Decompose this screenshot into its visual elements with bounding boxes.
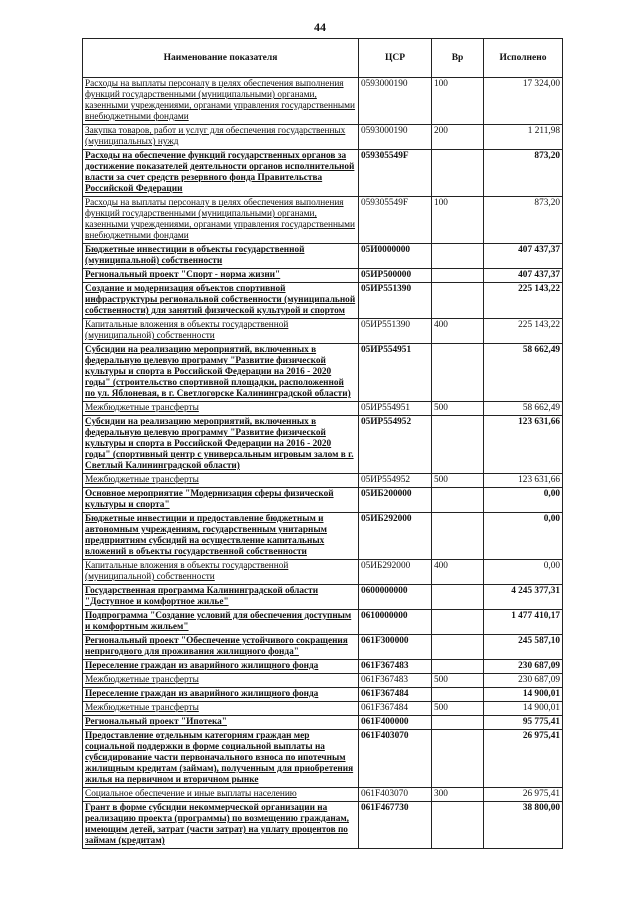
row-vr xyxy=(432,244,484,269)
row-csr: 05ИР554951 xyxy=(359,344,432,402)
row-name: Региональный проект "Спорт - норма жизни" xyxy=(83,269,359,283)
row-sum: 873,20 xyxy=(484,150,563,197)
budget-table xyxy=(82,38,563,849)
row-sum: 14 900,01 xyxy=(484,688,563,702)
row-csr: 061F367484 xyxy=(359,688,432,702)
row-sum: 407 437,37 xyxy=(484,269,563,283)
row-name: Расходы на выплаты персоналу в целях обеспечения выполнения функций государственными (муниципальными) органами, казенными учреждениями, органами управления государственными внебюджетными фондами xyxy=(83,197,359,244)
table-row xyxy=(83,474,563,488)
row-vr xyxy=(432,269,484,283)
header-sum: Исполнено xyxy=(484,39,563,78)
row-csr: 061F367483 xyxy=(359,660,432,674)
row-vr: 500 xyxy=(432,674,484,688)
row-vr xyxy=(432,283,484,319)
row-vr: 300 xyxy=(432,788,484,802)
row-name: Субсидии на реализацию мероприятий, включенных в федеральную целевую программу "Развитие физической культуры и спорта в Российской Федерации на 2016 - 2020 годы" (спортивный центр с универсальным игровым залом в г. Светлый Калининградской области) xyxy=(83,416,359,474)
row-csr: 061F367483 xyxy=(359,674,432,688)
row-sum: 1 477 410,17 xyxy=(484,610,563,635)
row-vr: 400 xyxy=(432,319,484,344)
table-row xyxy=(83,635,563,660)
row-name: Грант в форме субсидии некоммерческой организации на реализацию проекта (программы) по возмещению гражданам, имеющим детей, затрат (части затрат) на уплату процентов по займам (кредитам) xyxy=(83,802,359,849)
row-csr: 059305549F xyxy=(359,150,432,197)
row-vr xyxy=(432,513,484,560)
row-csr: 05ИБ200000 xyxy=(359,488,432,513)
table-row xyxy=(83,244,563,269)
table-row xyxy=(83,269,563,283)
table-row xyxy=(83,319,563,344)
row-sum: 26 975,41 xyxy=(484,788,563,802)
row-vr: 100 xyxy=(432,78,484,125)
table-row xyxy=(83,513,563,560)
row-vr: 100 xyxy=(432,197,484,244)
table-row xyxy=(83,730,563,788)
row-name: Государственная программа Калининградской области "Доступное и комфортное жилье" xyxy=(83,585,359,610)
row-csr: 061F367484 xyxy=(359,702,432,716)
row-name: Расходы на выплаты персоналу в целях обеспечения выполнения функций государственными (муниципальными) органами, казенными учреждениями, органами управления государственными внебюджетными фондами xyxy=(83,78,359,125)
table-row xyxy=(83,125,563,150)
header-name: Наименование показателя xyxy=(83,39,359,78)
table-row xyxy=(83,488,563,513)
row-csr: 059305549F xyxy=(359,197,432,244)
row-name: Подпрограмма "Создание условий для обеспечения доступным и комфортным жильем" xyxy=(83,610,359,635)
row-vr: 400 xyxy=(432,560,484,585)
row-csr: 05И0000000 xyxy=(359,244,432,269)
row-vr xyxy=(432,150,484,197)
row-csr: 05ИР551390 xyxy=(359,319,432,344)
row-name: Капитальные вложения в объекты государственной (муниципальной) собственности xyxy=(83,560,359,585)
row-sum: 123 631,66 xyxy=(484,474,563,488)
row-name: Предоставление отдельным категориям граждан мер социальной поддержки в форме социальной выплаты на субсидирование части первоначального взноса по ипотечным жилищным кредитам (займам), полученным для приобретения жилья на первичном и вторичном рынке xyxy=(83,730,359,788)
table-row xyxy=(83,802,563,849)
header-vr: Вр xyxy=(432,39,484,78)
row-name: Межбюджетные трансферты xyxy=(83,474,359,488)
row-vr: 500 xyxy=(432,402,484,416)
row-sum: 245 587,10 xyxy=(484,635,563,660)
row-sum: 0,00 xyxy=(484,560,563,585)
row-csr: 061F300000 xyxy=(359,635,432,660)
row-name: Межбюджетные трансферты xyxy=(83,702,359,716)
table-row xyxy=(83,150,563,197)
table-row xyxy=(83,344,563,402)
row-csr: 05ИР500000 xyxy=(359,269,432,283)
row-name: Бюджетные инвестиции в объекты государственной (муниципальной) собственности xyxy=(83,244,359,269)
row-vr: 200 xyxy=(432,125,484,150)
row-name: Основное мероприятие "Модернизация сферы физической культуры и спорта" xyxy=(83,488,359,513)
row-sum: 230 687,09 xyxy=(484,660,563,674)
table-row xyxy=(83,416,563,474)
row-name: Создание и модернизация объектов спортивной инфраструктуры региональной собственности (муниципальной собственности) для занятий физической культурой и спортом xyxy=(83,283,359,319)
row-csr: 061F400000 xyxy=(359,716,432,730)
row-name: Межбюджетные трансферты xyxy=(83,674,359,688)
row-sum: 58 662,49 xyxy=(484,344,563,402)
row-csr: 05ИБ292000 xyxy=(359,513,432,560)
row-sum: 0,00 xyxy=(484,488,563,513)
row-csr: 061F403070 xyxy=(359,788,432,802)
row-sum: 58 662,49 xyxy=(484,402,563,416)
row-sum: 14 900,01 xyxy=(484,702,563,716)
row-sum: 123 631,66 xyxy=(484,416,563,474)
row-vr: 500 xyxy=(432,474,484,488)
table-row xyxy=(83,197,563,244)
row-csr: 05ИБ292000 xyxy=(359,560,432,585)
row-sum: 95 775,41 xyxy=(484,716,563,730)
row-vr xyxy=(432,802,484,849)
row-sum: 873,20 xyxy=(484,197,563,244)
table-row xyxy=(83,674,563,688)
row-name: Бюджетные инвестиции и предоставление бюджетным и автономным учреждениям, государственным унитарным предприятиям субсидий на осуществление капитальных вложений в объекты государственной собственности xyxy=(83,513,359,560)
row-vr xyxy=(432,416,484,474)
table-row xyxy=(83,78,563,125)
header-csr: ЦСР xyxy=(359,39,432,78)
row-name: Региональный проект "Обеспечение устойчивого сокращения непригодного для проживания жилищного фонда" xyxy=(83,635,359,660)
row-vr xyxy=(432,660,484,674)
row-vr xyxy=(432,716,484,730)
row-sum: 1 211,98 xyxy=(484,125,563,150)
row-name: Субсидии на реализацию мероприятий, включенных в федеральную целевую программу "Развитие физической культуры и спорта в Российской Федерации на 2016 - 2020 годы" (строительство спортивной площадки, расположенной по ул. Яблоневая, в г. Светлогорске Калининградской области) xyxy=(83,344,359,402)
row-csr: 05ИР554951 xyxy=(359,402,432,416)
row-name: Межбюджетные трансферты xyxy=(83,402,359,416)
table-row xyxy=(83,688,563,702)
row-name: Закупка товаров, работ и услуг для обеспечения государственных (муниципальных) нужд xyxy=(83,125,359,150)
table-row xyxy=(83,788,563,802)
row-name: Переселение граждан из аварийного жилищного фонда xyxy=(83,688,359,702)
row-name: Расходы на обеспечение функций государственных органов за достижение показателей деятельности органов исполнительной власти за счет средств резервного фонда Правительства Российской Федерации xyxy=(83,150,359,197)
row-vr xyxy=(432,635,484,660)
table-header-row xyxy=(83,39,563,78)
row-vr xyxy=(432,585,484,610)
row-sum: 17 324,00 xyxy=(484,78,563,125)
row-vr xyxy=(432,688,484,702)
row-csr: 05ИР554952 xyxy=(359,474,432,488)
table-row xyxy=(83,402,563,416)
table-row xyxy=(83,560,563,585)
row-csr: 0610000000 xyxy=(359,610,432,635)
row-csr: 05ИР554952 xyxy=(359,416,432,474)
row-name: Переселение граждан из аварийного жилищного фонда xyxy=(83,660,359,674)
row-vr xyxy=(432,610,484,635)
table-row xyxy=(83,585,563,610)
row-sum: 230 687,09 xyxy=(484,674,563,688)
row-name: Капитальные вложения в объекты государственной (муниципальной) собственности xyxy=(83,319,359,344)
row-vr xyxy=(432,488,484,513)
row-sum: 225 143,22 xyxy=(484,283,563,319)
row-csr: 05ИР551390 xyxy=(359,283,432,319)
table-body xyxy=(83,78,563,849)
row-sum: 407 437,37 xyxy=(484,244,563,269)
row-csr: 0593000190 xyxy=(359,78,432,125)
page-number: 44 xyxy=(314,20,326,34)
table-row xyxy=(83,702,563,716)
row-name: Социальное обеспечение и иные выплаты населению xyxy=(83,788,359,802)
row-csr: 0600000000 xyxy=(359,585,432,610)
row-csr: 0593000190 xyxy=(359,125,432,150)
table-row xyxy=(83,283,563,319)
row-sum: 225 143,22 xyxy=(484,319,563,344)
row-name: Региональный проект "Ипотека" xyxy=(83,716,359,730)
row-sum: 0,00 xyxy=(484,513,563,560)
table-row xyxy=(83,716,563,730)
row-csr: 061F467730 xyxy=(359,802,432,849)
row-sum: 4 245 377,31 xyxy=(484,585,563,610)
row-csr: 061F403070 xyxy=(359,730,432,788)
row-vr xyxy=(432,730,484,788)
table-row xyxy=(83,610,563,635)
row-sum: 38 800,00 xyxy=(484,802,563,849)
row-vr xyxy=(432,344,484,402)
row-vr: 500 xyxy=(432,702,484,716)
table-row xyxy=(83,660,563,674)
row-sum: 26 975,41 xyxy=(484,730,563,788)
